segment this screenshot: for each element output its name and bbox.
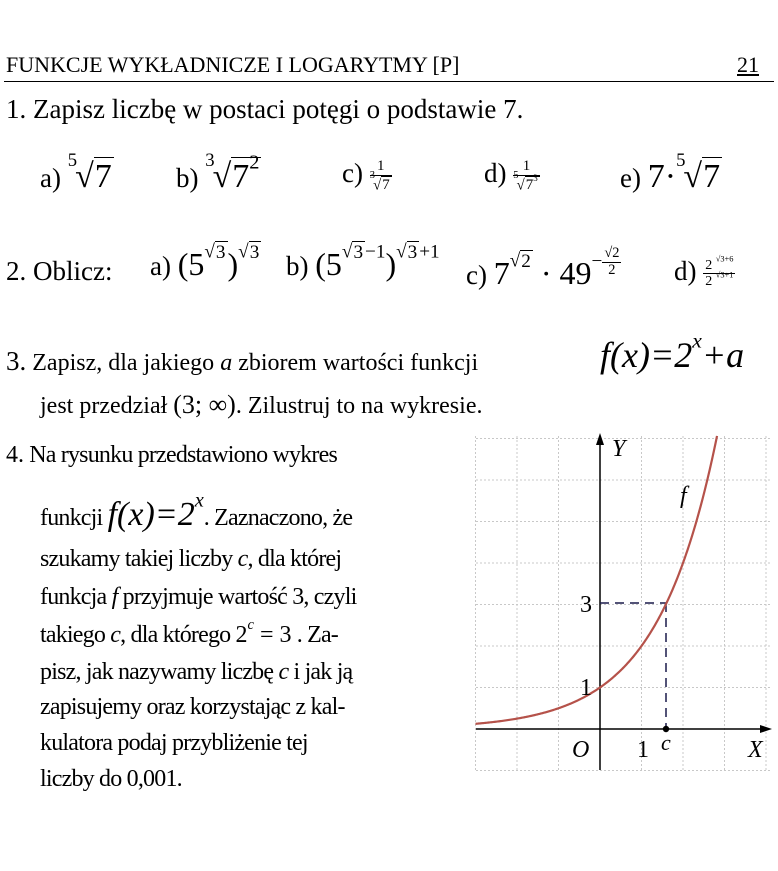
task3-line1 — [6, 346, 478, 377]
task4-line6 — [40, 659, 352, 686]
task4-text: Na rysunku przedstawiono wykres — [29, 442, 337, 468]
math-power-a: $(5^{√3})^{√3}$ — [177, 241, 260, 282]
task3-formula: $f(x)=2^x+a$ — [600, 328, 745, 375]
task4-line3 — [40, 546, 341, 573]
task4-var-c: c — [237, 546, 248, 572]
task2 — [6, 256, 112, 287]
y-tick-1-label: 1 — [580, 675, 592, 701]
task4-formula-f: $f(x)=2^x$ — [107, 489, 204, 533]
task4-text: funkcji — [40, 505, 103, 531]
task4-text: zapisujemy oraz korzystając z kal- — [40, 694, 345, 720]
x-tick-1-label: 1 — [637, 737, 649, 763]
task2-number: 2. — [6, 256, 27, 286]
task4-text: i jak ją — [293, 659, 353, 685]
task4-text: funkcja — [40, 584, 107, 610]
task1-item-c — [342, 158, 392, 194]
task1 — [6, 94, 523, 125]
task4-text: . Za- — [296, 622, 338, 648]
task3-number: 3. — [6, 346, 27, 376]
chapter-title: FUNKCJE WYKŁADNICZE I LOGARYTMY [P] — [6, 52, 460, 77]
task1-item-label: c) — [342, 158, 363, 188]
task3-text4: . Zilustruj to na wykresie. — [235, 393, 483, 419]
task1-item-b — [176, 150, 261, 196]
math-root-5-of-7: $^5$√7 — [67, 150, 112, 195]
task4-line4 — [40, 584, 356, 611]
math-frac-powers: $\frac{2 ^{√3+6}}{2 ^{√3+1}}$ — [705, 254, 734, 290]
task4-text: liczby do 0,001. — [40, 766, 182, 792]
x-axis-label: X — [748, 737, 763, 763]
header-rule — [4, 81, 774, 82]
task1-item-e — [620, 150, 722, 196]
task3-text3: jest przedział — [40, 393, 168, 419]
task3-text2: zbiorem wartości funkcji — [238, 350, 479, 376]
task4-text: szukamy takiej liczby — [40, 546, 233, 572]
task4-line8 — [40, 730, 308, 757]
task4-var-c: c — [110, 622, 121, 648]
task2-item-d — [674, 256, 735, 290]
math-root-3-of-7-sq: $^3√7^2$ — [205, 150, 260, 195]
task2-item-a — [150, 241, 261, 283]
math-power-b: $(5^{√3 -1})^{√3 +1}$ — [315, 241, 440, 282]
task1-item-label: a) — [40, 163, 61, 193]
task2-item-label: a) — [150, 251, 171, 281]
task4-var-c: c — [278, 659, 289, 685]
task1-number: 1. — [6, 94, 27, 124]
task4-text: , dla której — [247, 546, 342, 572]
task2-prompt: Oblicz: — [33, 256, 113, 286]
curve-f — [476, 436, 718, 724]
task4-text: . Zaznaczono, że — [203, 505, 353, 531]
math-frac-1-root3-7: $\frac{1}{^3√7}$ — [369, 158, 390, 194]
page-number: 21 — [737, 52, 759, 77]
task3-interval: (3; ∞) — [173, 390, 236, 419]
math-power-c: $7^{√2} \cdot 49^{- \frac{√2}{2}}$ — [493, 245, 620, 292]
task4-text: przyjmuje wartość 3, czyli — [122, 584, 357, 610]
task4-number: 4. — [6, 442, 24, 468]
task1-prompt: Zapisz liczbę w postaci potęgi o podstawie 7. — [33, 94, 524, 124]
task1-item-label: b) — [176, 163, 199, 193]
task2-item-label: c) — [466, 260, 487, 291]
grid — [476, 436, 773, 772]
origin-label: O — [572, 737, 590, 763]
task4-line7 — [40, 694, 345, 721]
task4-text: pisz, jak nazywamy liczbę — [40, 659, 274, 685]
task3-var-a: a — [220, 350, 233, 376]
task1-item-label: d) — [484, 158, 507, 188]
math-frac-1-root5-7cube: $\frac{1}{^5√7^3}$ — [513, 158, 538, 194]
curve-label: f — [680, 483, 687, 509]
task2-item-b — [286, 241, 440, 283]
task2-item-c — [466, 246, 621, 292]
task4-line2 — [40, 489, 353, 534]
math-7-times-root5-7: 7·$^5$√7 — [647, 150, 721, 195]
task4-formula-eq: $2^c = 3$ — [235, 617, 292, 648]
task4-line5 — [40, 617, 338, 649]
task4-line1 — [6, 442, 337, 469]
task2-item-label: d) — [674, 256, 697, 286]
task2-item-label: b) — [286, 251, 309, 281]
task1-item-label: e) — [620, 163, 641, 193]
y-tick-3-label: 3 — [580, 592, 592, 618]
task4-var-f: f — [111, 584, 118, 610]
task3-text1: Zapisz, dla jakiego — [32, 350, 215, 376]
task3-line2 — [40, 390, 482, 420]
task1-item-a — [40, 150, 114, 196]
task4-text: , dla którego — [120, 622, 231, 648]
task1-item-d — [484, 158, 540, 194]
x-axis-arrow-icon — [760, 725, 772, 733]
x-tick-c-label: c — [661, 730, 671, 755]
exponential-graph — [470, 428, 776, 776]
task4-line9 — [40, 766, 182, 793]
task4-text: takiego — [40, 622, 106, 648]
y-axis-label: Y — [612, 436, 626, 462]
task4-text: kulatora podaj przybliżenie tej — [40, 730, 308, 756]
